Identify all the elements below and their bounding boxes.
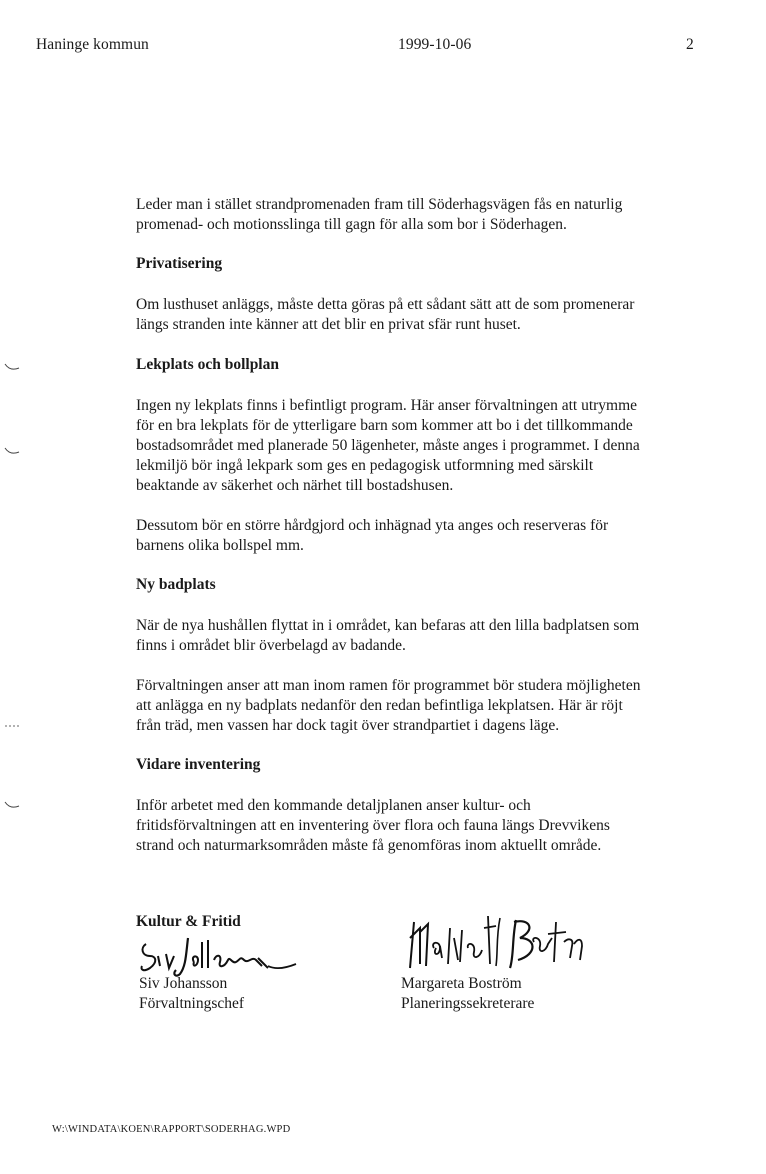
section-heading-badplats: Ny badplats — [136, 576, 216, 593]
scan-margin-mark — [4, 362, 20, 372]
header-date: 1999-10-06 — [398, 36, 472, 53]
footer-file-path: W:\WINDATA\KOEN\RAPPORT\SODERHAG.WPD — [52, 1124, 291, 1135]
handwritten-signature-right — [396, 908, 596, 974]
signatory-left — [139, 974, 244, 1014]
signatory-title: Förvaltningschef — [139, 995, 245, 1012]
section-body-lekplats-1 — [136, 396, 716, 496]
section-heading-privatisering: Privatisering — [136, 255, 223, 272]
paragraph-text: Om lusthuset anläggs, måste detta göras på ett sådant sätt att de som promenerar längs stranden inte känner att det blir en privat sfär runt huset. — [136, 296, 635, 333]
paragraph-text: Ingen ny lekplats finns i befintligt program. Här anser förvaltningen att utrymme för en bra lekplats för de ytterligare barn som kommer att bo i det tillkommande bostadsområdet med planerade 50 lägenheter, måste anges i programmet. I denna lekmiljö bör ingå lekpark som ges en pedagogisk utformning med särskilt beaktande av säkerhet och närhet till bostadshusen. — [136, 397, 640, 494]
signatory-title: Planeringssekreterare — [401, 995, 535, 1012]
header-organization: Haninge kommun — [36, 36, 149, 53]
intro-paragraph — [136, 195, 716, 235]
scan-margin-mark — [4, 800, 20, 810]
scan-margin-mark — [4, 722, 20, 732]
section-body-privatisering — [136, 295, 716, 335]
page-number: 2 — [686, 36, 694, 53]
section-body-badplats-1 — [136, 616, 716, 656]
signatory-name: Siv Johansson — [139, 975, 228, 992]
section-heading-inventering: Vidare inventering — [136, 756, 261, 773]
signature-organization: Kultur & Fritid — [136, 913, 241, 930]
paragraph-text: Inför arbetet med den kommande detaljplanen anser kultur- och fritidsförvaltningen att en inventering över flora och fauna längs Drevvikens strand och naturmarksområden måste få genomföras inom aktuellt område. — [136, 797, 610, 854]
paragraph-text: När de nya hushållen flyttat in i området, kan befaras att den lilla badplatsen som finns i området blir överbelagd av badande. — [136, 617, 640, 654]
signatory-name: Margareta Boström — [401, 975, 522, 992]
section-body-badplats-2 — [136, 676, 716, 736]
paragraph-text: Förvaltningen anser att man inom ramen för programmet bör studera möjligheten att anlägga en ny badplats nedanför den redan befintliga lekplatsen. Här är röjt från träd, men vassen har dock tagit över strandpartiet i dagens läge. — [136, 677, 641, 734]
section-body-lekplats-2 — [136, 516, 716, 556]
paragraph-text: Dessutom bör en större hårdgjord och inhägnad yta anges och reserveras för barnens olika bollspel mm. — [136, 517, 609, 554]
signatory-right — [401, 974, 534, 1014]
section-body-inventering — [136, 796, 716, 856]
section-heading-lekplats: Lekplats och bollplan — [136, 356, 279, 373]
paragraph-text: Leder man i stället strandpromenaden fram till Söderhagsvägen fås en naturlig promenad- och motionsslinga till gagn för alla som bor i Söderhagen. — [136, 196, 623, 233]
scan-margin-mark — [4, 446, 20, 456]
handwritten-signature-left — [136, 930, 306, 980]
